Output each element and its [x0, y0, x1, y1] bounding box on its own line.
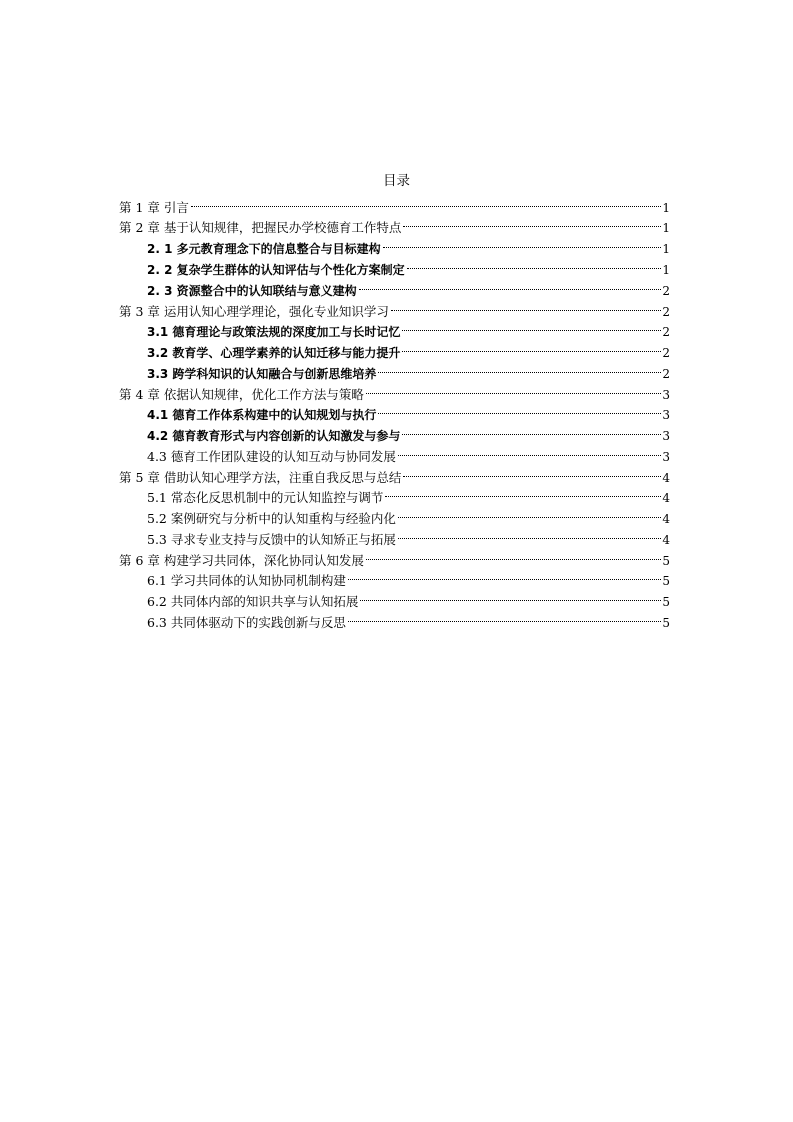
toc-entry-page: 2: [662, 367, 670, 381]
dot-leader: [407, 254, 662, 274]
toc-entry-page: 5: [662, 595, 670, 609]
page-title: 目录: [383, 173, 410, 189]
toc-entry-page: 3: [662, 429, 670, 443]
toc-entry-label: 6.2 共同体内部的知识共享与认知拓展: [147, 594, 359, 609]
toc-entry-page: 2: [662, 346, 670, 360]
toc-entry-page: 2: [662, 325, 670, 339]
toc-entry-section-6-2[interactable]: [147, 586, 670, 609]
toc-entry-chapter-4[interactable]: [119, 379, 670, 402]
toc-entry-section-6-3[interactable]: [147, 607, 670, 630]
dot-leader: [398, 503, 662, 523]
dot-leader: [402, 316, 661, 336]
toc-entry-section-2-1[interactable]: [147, 233, 670, 256]
dot-leader: [378, 358, 661, 378]
toc-entry-label: 3.1 德育理论与政策法规的深度加工与长时记忆: [147, 325, 401, 339]
toc-entry-label: 3.2 教育学、心理学素养的认知迁移与能力提升: [147, 346, 401, 360]
toc-entry-page: 1: [662, 221, 670, 235]
toc-entry-chapter-6[interactable]: [119, 545, 670, 568]
toc-entry-page: 3: [662, 408, 670, 422]
toc-entry-label: 第 4 章 依据认知规律，优化工作方法与策略: [119, 387, 364, 402]
toc-entry-section-2-3[interactable]: [147, 275, 670, 298]
toc-entry-label: 第 5 章 借助认知心理学方法，注重自我反思与总结: [119, 470, 402, 485]
dot-leader: [360, 586, 661, 606]
toc-entry-page: 4: [662, 533, 670, 547]
toc-entry-page: 5: [662, 616, 670, 630]
toc-entry-page: 5: [662, 574, 670, 588]
toc-entry-section-6-1[interactable]: [147, 565, 670, 588]
toc-entry-section-5-2[interactable]: [147, 503, 670, 526]
toc-entry-page: 1: [662, 242, 670, 256]
toc-entry-label: 5.1 常态化反思机制中的元认知监控与调节: [147, 490, 384, 505]
toc-entry-section-3-1[interactable]: [147, 316, 670, 339]
toc-entry-label: 第 6 章 构建学习共同体，深化协同认知发展: [119, 553, 364, 568]
toc-entry-label: 2. 3 资源整合中的认知联结与意义建构: [147, 284, 357, 298]
dot-leader: [383, 233, 662, 253]
dot-leader: [403, 462, 661, 482]
toc-entry-label: 第 1 章 引言: [119, 200, 189, 215]
toc-entry-label: 2. 2 复杂学生群体的认知评估与个性化方案制定: [147, 263, 405, 277]
toc-entry-label: 5.3 寻求专业支持与反馈中的认知矫正与拓展: [147, 532, 396, 547]
dot-leader: [348, 607, 662, 627]
toc-entry-label: 第 3 章 运用认知心理学理论，强化专业知识学习: [119, 304, 389, 319]
dot-leader: [366, 545, 661, 565]
toc-entry-section-4-2[interactable]: [147, 420, 670, 443]
dot-leader: [398, 441, 662, 461]
dot-leader: [391, 296, 661, 316]
toc-entry-chapter-3[interactable]: [119, 296, 670, 319]
dot-leader: [359, 275, 662, 295]
toc-entry-section-5-1[interactable]: [147, 482, 670, 505]
toc-entry-section-3-3[interactable]: [147, 358, 670, 381]
dot-leader: [402, 337, 661, 357]
dot-leader: [403, 212, 661, 232]
toc-entry-page: 2: [662, 284, 670, 298]
toc-entry-page: 4: [662, 471, 670, 485]
dot-leader: [378, 399, 661, 419]
toc-entry-label: 4.3 德育工作团队建设的认知互动与协同发展: [147, 449, 396, 464]
toc-entry-label: 3.3 跨学科知识的认知融合与创新思维培养: [147, 367, 377, 381]
toc-entry-page: 3: [662, 388, 670, 402]
toc-entry-label: 6.3 共同体驱动下的实践创新与反思: [147, 615, 346, 630]
toc-entry-section-3-2[interactable]: [147, 337, 670, 360]
toc-entry-label: 2. 1 多元教育理念下的信息整合与目标建构: [147, 242, 381, 256]
toc-entry-page: 5: [662, 554, 670, 568]
dot-leader: [191, 192, 661, 212]
toc-entry-section-2-2[interactable]: [147, 254, 670, 277]
toc-entry-section-4-1[interactable]: [147, 399, 670, 422]
toc-entry-label: 6.1 学习共同体的认知协同机制构建: [147, 573, 346, 588]
toc-entry-page: 1: [662, 201, 670, 215]
dot-leader: [348, 565, 662, 585]
dot-leader: [385, 482, 661, 502]
toc-entry-label: 4.1 德育工作体系构建中的认知规划与执行: [147, 408, 377, 422]
toc-entry-chapter-5[interactable]: [119, 462, 670, 485]
toc-entry-section-4-3[interactable]: [147, 441, 670, 464]
toc-entry-page: 4: [662, 491, 670, 505]
toc-entry-page: 4: [662, 512, 670, 526]
toc-entry-chapter-2[interactable]: [119, 212, 670, 235]
dot-leader: [398, 524, 662, 544]
toc-entry-page: 3: [662, 450, 670, 464]
dot-leader: [402, 420, 661, 440]
toc-entry-page: 2: [662, 305, 670, 319]
dot-leader: [366, 379, 661, 399]
toc-entry-label: 4.2 德育教育形式与内容创新的认知激发与参与: [147, 429, 401, 443]
toc-entry-page: 1: [662, 263, 670, 277]
toc-entry-section-5-3[interactable]: [147, 524, 670, 547]
toc-entry-chapter-1[interactable]: [119, 192, 670, 215]
toc-entry-label: 5.2 案例研究与分析中的认知重构与经验内化: [147, 511, 396, 526]
toc-entry-label: 第 2 章 基于认知规律，把握民办学校德育工作特点: [119, 220, 402, 235]
